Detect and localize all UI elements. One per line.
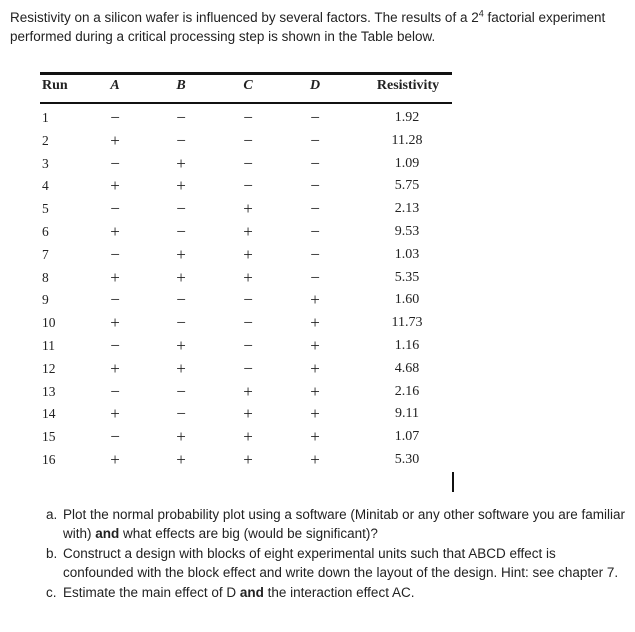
cell-c: −	[243, 335, 253, 355]
cell-d: −	[310, 153, 320, 173]
cell-c: −	[243, 108, 253, 127]
cell-c: −	[243, 358, 253, 378]
table-row	[40, 154, 452, 177]
cell-run: 7	[42, 246, 49, 262]
cell-d: +	[310, 335, 320, 355]
question-marker: b.	[46, 546, 58, 561]
cell-d: +	[310, 290, 320, 310]
cell-b: +	[176, 358, 186, 378]
question-text: the interaction effect AC.	[263, 585, 415, 600]
cell-run: 14	[42, 406, 56, 422]
cell-run: 10	[42, 315, 56, 331]
cell-b: +	[176, 427, 186, 447]
cell-run: 15	[42, 429, 56, 445]
cell-d: −	[310, 267, 320, 287]
intro-paragraph	[10, 8, 625, 46]
header-b: B	[176, 78, 186, 93]
cell-run: 8	[42, 269, 49, 285]
cell-b: −	[176, 221, 186, 241]
cell-resistivity: 5.30	[394, 451, 420, 467]
cell-d: −	[310, 244, 320, 264]
cell-a: +	[110, 221, 120, 241]
cell-run: 2	[42, 132, 49, 148]
cell-run: 12	[42, 360, 56, 376]
cell-d: −	[310, 176, 320, 196]
cell-d: +	[310, 358, 320, 378]
cell-c: +	[243, 267, 253, 287]
cell-resistivity: 9.11	[395, 406, 419, 422]
table-header-row	[40, 78, 452, 100]
header-c: C	[243, 78, 253, 93]
cell-a: −	[110, 153, 120, 173]
cell-a: +	[110, 176, 120, 196]
cell-d: −	[310, 199, 320, 219]
cell-run: 13	[42, 383, 56, 399]
question-marker: c.	[46, 585, 57, 600]
cell-c: +	[243, 244, 253, 264]
cell-c: +	[243, 449, 253, 469]
question-text: Plot the normal probability plot using a software (Minitab or any other software you are familiar with)	[63, 507, 626, 541]
cell-d: −	[310, 221, 320, 241]
table-row	[40, 108, 452, 131]
cell-c: +	[243, 221, 253, 241]
cell-d: +	[310, 449, 320, 469]
cell-b: −	[176, 313, 186, 333]
cell-b: −	[176, 199, 186, 219]
cell-b: +	[176, 335, 186, 355]
cell-c: −	[243, 176, 253, 196]
table-row	[40, 404, 452, 427]
table-row	[40, 450, 452, 473]
table-row	[40, 427, 452, 450]
cell-b: +	[176, 153, 186, 173]
cell-d: −	[310, 108, 320, 127]
cell-a: +	[110, 267, 120, 287]
table-row	[40, 222, 452, 245]
text-cursor	[452, 472, 454, 492]
cell-b: −	[176, 381, 186, 401]
question-item	[46, 583, 626, 602]
table-row	[40, 131, 452, 154]
table-row	[40, 313, 452, 336]
cell-c: −	[243, 290, 253, 310]
table-row	[40, 336, 452, 359]
questions-list	[46, 505, 626, 603]
table-top-rule	[40, 72, 452, 75]
header-a: A	[110, 78, 120, 93]
cell-b: +	[176, 267, 186, 287]
table-row	[40, 382, 452, 405]
question-item	[46, 505, 626, 543]
cell-a: −	[110, 244, 120, 264]
header-d: D	[309, 78, 321, 93]
cell-b: +	[176, 176, 186, 196]
table-body	[40, 108, 452, 473]
cell-c: +	[243, 199, 253, 219]
cell-resistivity: 1.09	[394, 155, 420, 171]
cell-resistivity: 1.16	[394, 337, 420, 353]
question-text: what effects are big (would be significant)?	[119, 526, 378, 541]
intro-superscript: 4	[478, 8, 484, 19]
cell-d: −	[310, 130, 320, 150]
cell-a: +	[110, 449, 120, 469]
question-text: and	[95, 526, 120, 541]
cell-resistivity: 5.75	[394, 178, 420, 194]
cell-c: −	[243, 130, 253, 150]
cell-resistivity: 1.07	[394, 429, 420, 445]
cell-run: 1	[42, 110, 49, 125]
table-row	[40, 359, 452, 382]
cell-b: −	[176, 108, 186, 127]
cell-resistivity: 11.73	[391, 315, 423, 331]
cell-resistivity: 9.53	[394, 223, 420, 239]
cell-run: 11	[42, 337, 55, 353]
cell-resistivity: 2.13	[394, 201, 420, 217]
cell-a: −	[110, 427, 120, 447]
cell-c: +	[243, 404, 253, 424]
cell-c: −	[243, 313, 253, 333]
table-row	[40, 245, 452, 268]
cell-a: −	[110, 381, 120, 401]
question-text: Construct a design with blocks of eight experimental units such that ABCD effect is confounded with the block effect and write down the layout of the design. Hint: see chapter 7.	[63, 546, 619, 580]
cell-run: 4	[42, 178, 49, 194]
cell-a: +	[110, 358, 120, 378]
cell-d: +	[310, 313, 320, 333]
cell-c: −	[243, 153, 253, 173]
cell-run: 9	[42, 292, 49, 308]
question-marker: a.	[46, 507, 58, 522]
table-row	[40, 268, 452, 291]
cell-a: −	[110, 335, 120, 355]
header-run: Run	[42, 78, 68, 93]
cell-a: +	[110, 404, 120, 424]
header-resistivity: Resistivity	[376, 78, 440, 93]
question-item	[46, 544, 626, 582]
question-text: and	[239, 585, 264, 600]
cell-a: +	[110, 313, 120, 333]
question-text: Estimate the main effect of D	[63, 585, 240, 600]
cell-a: −	[110, 290, 120, 310]
table-row	[40, 176, 452, 199]
cell-resistivity: 1.92	[394, 110, 420, 125]
cell-resistivity: 11.28	[391, 132, 423, 148]
cell-run: 5	[42, 201, 49, 217]
cell-a: +	[110, 130, 120, 150]
cell-b: −	[176, 130, 186, 150]
cell-d: +	[310, 404, 320, 424]
cell-b: +	[176, 244, 186, 264]
cell-a: −	[110, 108, 120, 127]
cell-resistivity: 1.60	[394, 292, 420, 308]
cell-a: −	[110, 199, 120, 219]
cell-b: −	[176, 290, 186, 310]
cell-resistivity: 2.16	[394, 383, 420, 399]
table-row	[40, 199, 452, 222]
cell-resistivity: 1.03	[394, 246, 420, 262]
cell-b: +	[176, 449, 186, 469]
table-header-rule	[40, 102, 452, 104]
cell-resistivity: 5.35	[394, 269, 420, 285]
cell-run: 16	[42, 451, 56, 467]
cell-c: +	[243, 427, 253, 447]
intro-text-part1: Resistivity on a silicon wafer is influenced by several factors. The results of a 2	[10, 10, 479, 25]
cell-d: +	[310, 381, 320, 401]
cell-run: 6	[42, 223, 49, 239]
cell-run: 3	[42, 155, 49, 171]
cell-c: +	[243, 381, 253, 401]
cell-d: +	[310, 427, 320, 447]
table-row	[40, 290, 452, 313]
cell-resistivity: 4.68	[394, 360, 420, 376]
intro-text-part2: factorial experiment performed during a critical processing step is shown in the Table below.	[10, 10, 606, 44]
cell-b: −	[176, 404, 186, 424]
